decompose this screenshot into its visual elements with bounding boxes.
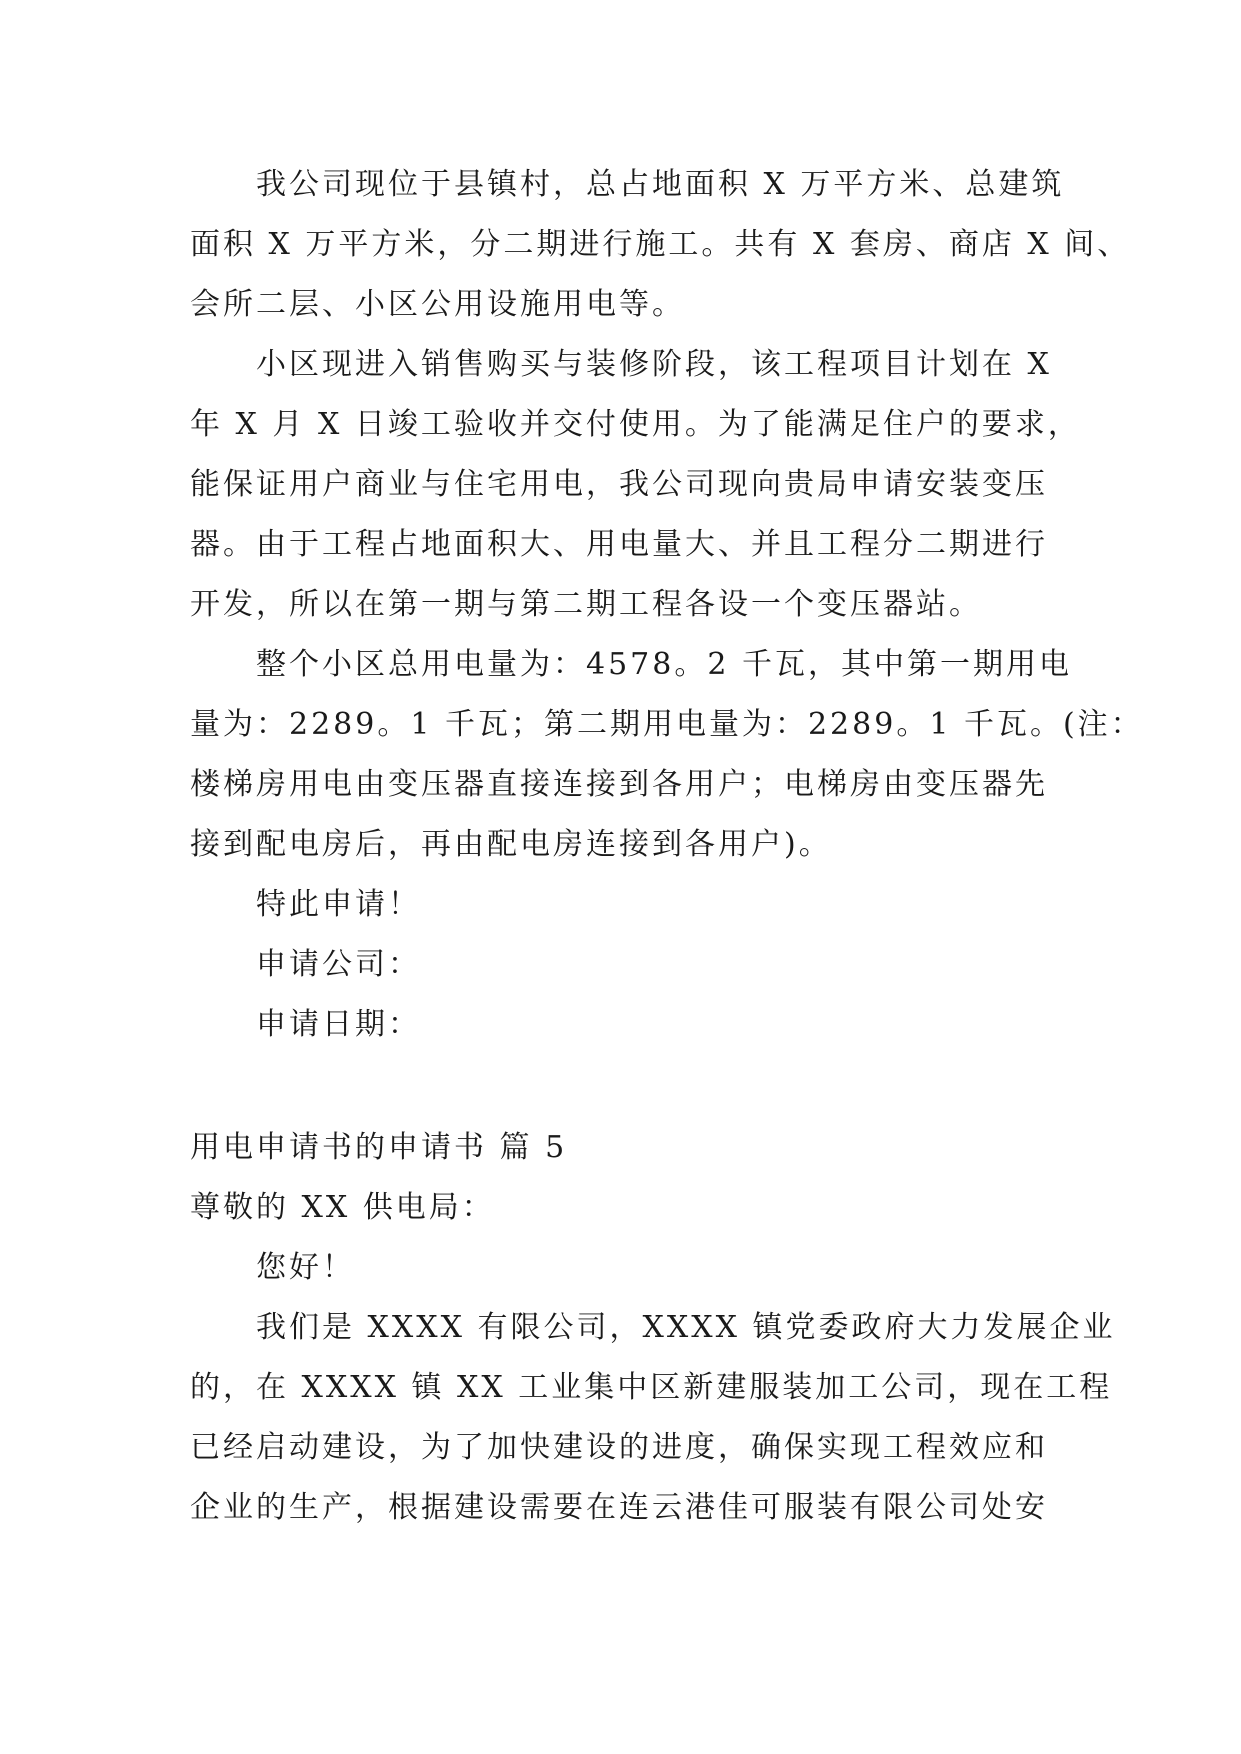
application-letter-section	[190, 1118, 1116, 1538]
paragraph-line: 整个小区总用电量为：4578。2 千瓦，其中第一期用电	[256, 647, 1072, 682]
paragraph-line: 年 X 月 X 日竣工验收并交付使用。为了能满足住户的要求，	[190, 407, 1081, 442]
closing-line: 特此申请！	[256, 887, 421, 922]
greeting-line: 您好！	[256, 1250, 355, 1285]
paragraph-line: 面积 X 万平方米，分二期进行施工。共有 X 套房、商店 X 间、	[190, 227, 1131, 262]
paragraph-line: 能保证用户商业与住宅用电，我公司现向贵局申请安装变压	[190, 467, 1048, 502]
paragraph-line: 我们是 XXXX 有限公司，XXXX 镇党委政府大力发展企业	[256, 1310, 1116, 1345]
signature-company-line: 申请公司：	[256, 947, 421, 982]
paragraph-line: 企业的生产，根据建设需要在连云港佳可服装有限公司处安	[190, 1490, 1048, 1525]
paragraph-line: 楼梯房用电由变压器直接连接到各用户；电梯房由变压器先	[190, 767, 1048, 802]
salutation-line: 尊敬的 XX 供电局：	[190, 1190, 495, 1225]
paragraph-line: 我公司现位于县镇村，总占地面积 X 万平方米、总建筑	[256, 167, 1065, 202]
paragraph-line: 已经启动建设，为了加快建设的进度，确保实现工程效应和	[190, 1430, 1048, 1465]
section-heading: 用电申请书的申请书 篇 5	[190, 1130, 568, 1165]
paragraph-line: 接到配电房后，再由配电房连接到各用户)。	[190, 827, 832, 862]
application-body-section	[190, 155, 1144, 1055]
signature-date-line: 申请日期：	[256, 1007, 421, 1042]
paragraph-line: 小区现进入销售购买与装修阶段，该工程项目计划在 X	[256, 347, 1052, 382]
paragraph-line: 开发，所以在第一期与第二期工程各设一个变压器站。	[190, 587, 982, 622]
paragraph-line: 量为：2289。1 千瓦；第二期用电量为：2289。1 千瓦。(注：	[190, 707, 1144, 742]
paragraph-line: 器。由于工程占地面积大、用电量大、并且工程分二期进行	[190, 527, 1048, 562]
paragraph-line: 的，在 XXXX 镇 XX 工业集中区新建服装加工公司，现在工程	[190, 1370, 1113, 1405]
paragraph-line: 会所二层、小区公用设施用电等。	[190, 287, 685, 322]
